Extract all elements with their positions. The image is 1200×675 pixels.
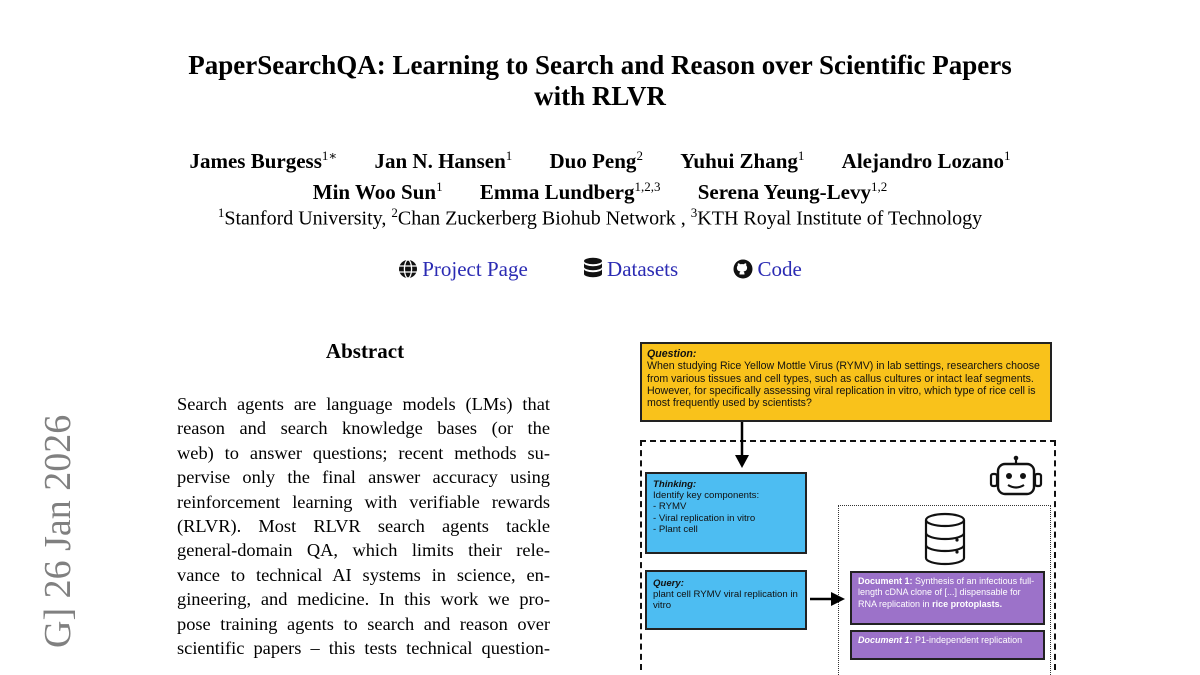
author: Alejandro Lozano$^1$ [841,148,1011,173]
author: Jan N. Hansen$^1$ [374,148,513,173]
thinking-box: Thinking: Identify key components: - RYMV - Viral replication in vitro - Plant cell [645,472,807,554]
question-box: Question: When studying Rice Yellow Mottle Virus (RYMV) in lab settings, researchers choose from various tissues and cell types, such as callus cultures or intact leaf segments. However, for specifically assessing viral replication in vitro, which type of rice cell is most frequently used by scientists? [640,342,1052,422]
abstract-line: general-domain QA, which limits their rele- [177,540,550,561]
right-arrow-icon [810,591,846,607]
arxiv-stamp: G] 26 Jan 2026 [37,414,79,648]
abstract-line: vance to technical AI systems in science, en- [177,564,550,585]
paper-title [100,50,1100,112]
github-icon [733,259,753,279]
author: Yuhui Zhang$^1$ [680,148,805,173]
abstract-line: reinforcement learning with verifiable rewards [177,491,550,512]
query-box: Query: plant cell RYMV viral replication in vitro [645,570,807,630]
globe-icon [398,259,418,279]
code-link[interactable]: Code [733,257,801,281]
document-card: Document 1: P1-independent replication [850,630,1045,660]
database-icon [922,512,968,566]
abstract-line: Search agents are language models (LMs) that [177,394,550,414]
document-card: Document 1: Synthesis of an infectious full-length cDNA clone of [...] dispensable for RNA replication in rice protoplasts. [850,571,1045,625]
title-line-1: PaperSearchQA: Learning to Search and Reason over Scientific Papers [188,50,1012,80]
abstract-line: pose training agents to search and reason over [177,613,550,634]
abstract-line: (RLVR). Most RLVR search agents tackle [177,516,550,537]
abstract-line: gineering, and medicine. In this work we pro- [177,589,550,610]
abstract-line: web) to answer questions; recent methods su- [177,442,550,463]
project-page-link[interactable]: Project Page [398,257,533,281]
down-arrow-icon [733,422,751,470]
abstract-body [177,392,550,660]
abstract-line: reason and search knowledge bases (or the [177,418,550,439]
abstract-line: pervise only the final answer accuracy using [177,467,550,488]
author: Min Woo Sun$^1$ [312,179,443,204]
affiliations: $^1$Stanford University, $^2$Chan Zuckerberg Biohub Network , $^3$KTH Royal Institute of Technology [217,205,983,230]
title-line-2: with RLVR [534,81,666,111]
author: James Burgess$^{1∗}$ [189,148,338,173]
author-list [80,143,1120,205]
abstract-line: scientific papers – this tests technical question- [177,638,550,659]
robot-icon [988,455,1044,497]
abstract-heading: Abstract [325,339,405,363]
database-icon [583,257,603,279]
resource-links [0,257,1200,282]
author: Duo Peng$^2$ [549,148,643,173]
author: Serena Yeung-Levy$^{1,2}$ [697,179,888,204]
datasets-link[interactable]: Datasets [583,257,683,281]
author: Emma Lundberg$^{1,2,3}$ [479,179,661,204]
